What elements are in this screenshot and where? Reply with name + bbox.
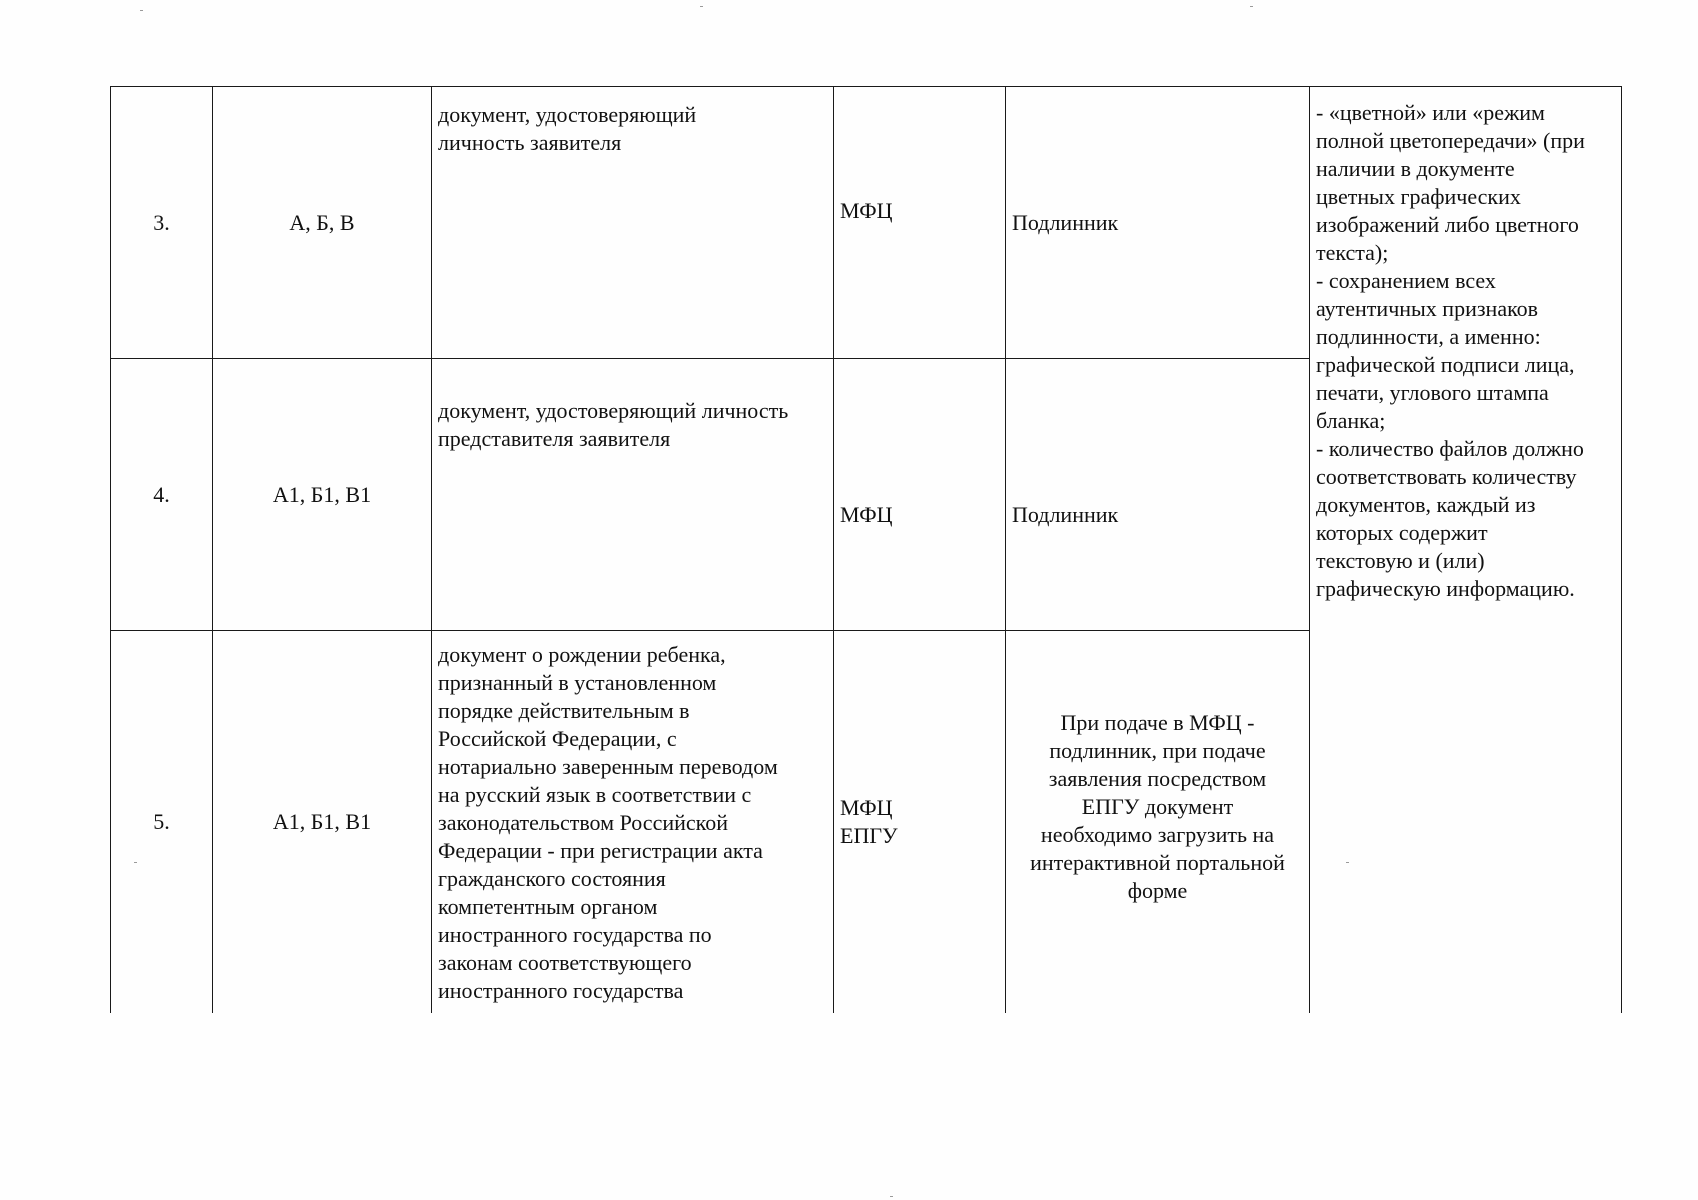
- table-row: [111, 87, 1622, 359]
- scan-speck: [140, 10, 143, 11]
- document-name-cell: [432, 87, 834, 359]
- scan-speck: [1250, 6, 1253, 7]
- submission-source: МФЦ ЕПГУ: [840, 794, 898, 848]
- submission-source-cell: [834, 87, 1006, 359]
- document-kind-cell: [1006, 359, 1310, 631]
- document-name: документ о рождении ребенка, признанный в установленном порядке действительным в Российской Федерации, с нотариально заверенным переводом на русский язык в соответствии с законодательством Российской Федерации - при регистрации акта гражданского состояния компетентным органом иностранного государства по законам соответствующего иностранного государства: [438, 642, 778, 1003]
- submission-source: МФЦ: [840, 501, 893, 527]
- applicant-groups: А, Б, В: [289, 209, 355, 235]
- applicant-groups-cell: [213, 87, 432, 359]
- document-kind: Подлинник: [1012, 209, 1119, 235]
- documents-table: [110, 86, 1622, 1013]
- submission-source-cell: [834, 631, 1006, 1013]
- row-number: 5.: [153, 808, 170, 834]
- requirements-text: - «цветной» или «режим полной цветопередачи» (при наличии в документе цветных графических изображений либо цветного текста); - сохранением всех аутентичных признаков подлинности, а именно: графической подписи лица, печати, углового штампа бланка; - количество файлов должно соответствовать количеству документов, каждый из которых содержит текстовую и (или) графическую информацию.: [1316, 100, 1585, 601]
- document-kind-cell: [1006, 631, 1310, 1013]
- document-name-cell: [432, 359, 834, 631]
- document-kind: При подаче в МФЦ - подлинник, при подаче заявления посредством ЕПГУ документ необходимо загрузить на интерактивной портальной форме: [1030, 709, 1285, 903]
- row-number: 3.: [153, 209, 170, 235]
- document-name: документ, удостоверяющий личность заявителя: [438, 102, 697, 155]
- document-name-cell: [432, 631, 834, 1013]
- row-number-cell: [111, 631, 213, 1013]
- row-number-cell: [111, 87, 213, 359]
- document-name: документ, удостоверяющий личность представителя заявителя: [438, 398, 789, 451]
- applicant-groups-cell: [213, 631, 432, 1013]
- applicant-groups-cell: [213, 359, 432, 631]
- applicant-groups: А1, Б1, В1: [272, 481, 372, 507]
- applicant-groups: А1, Б1, В1: [272, 808, 372, 834]
- requirements-cell: [1310, 87, 1622, 1013]
- row-number: 4.: [153, 481, 170, 507]
- scan-speck: [890, 1196, 893, 1197]
- scan-speck: [700, 6, 703, 7]
- submission-source-cell: [834, 359, 1006, 631]
- scan-speck: [1346, 862, 1349, 863]
- submission-source: МФЦ: [840, 197, 893, 223]
- document-kind: Подлинник: [1012, 501, 1119, 527]
- row-number-cell: [111, 359, 213, 631]
- document-kind-cell: [1006, 87, 1310, 359]
- scan-speck: [134, 862, 137, 863]
